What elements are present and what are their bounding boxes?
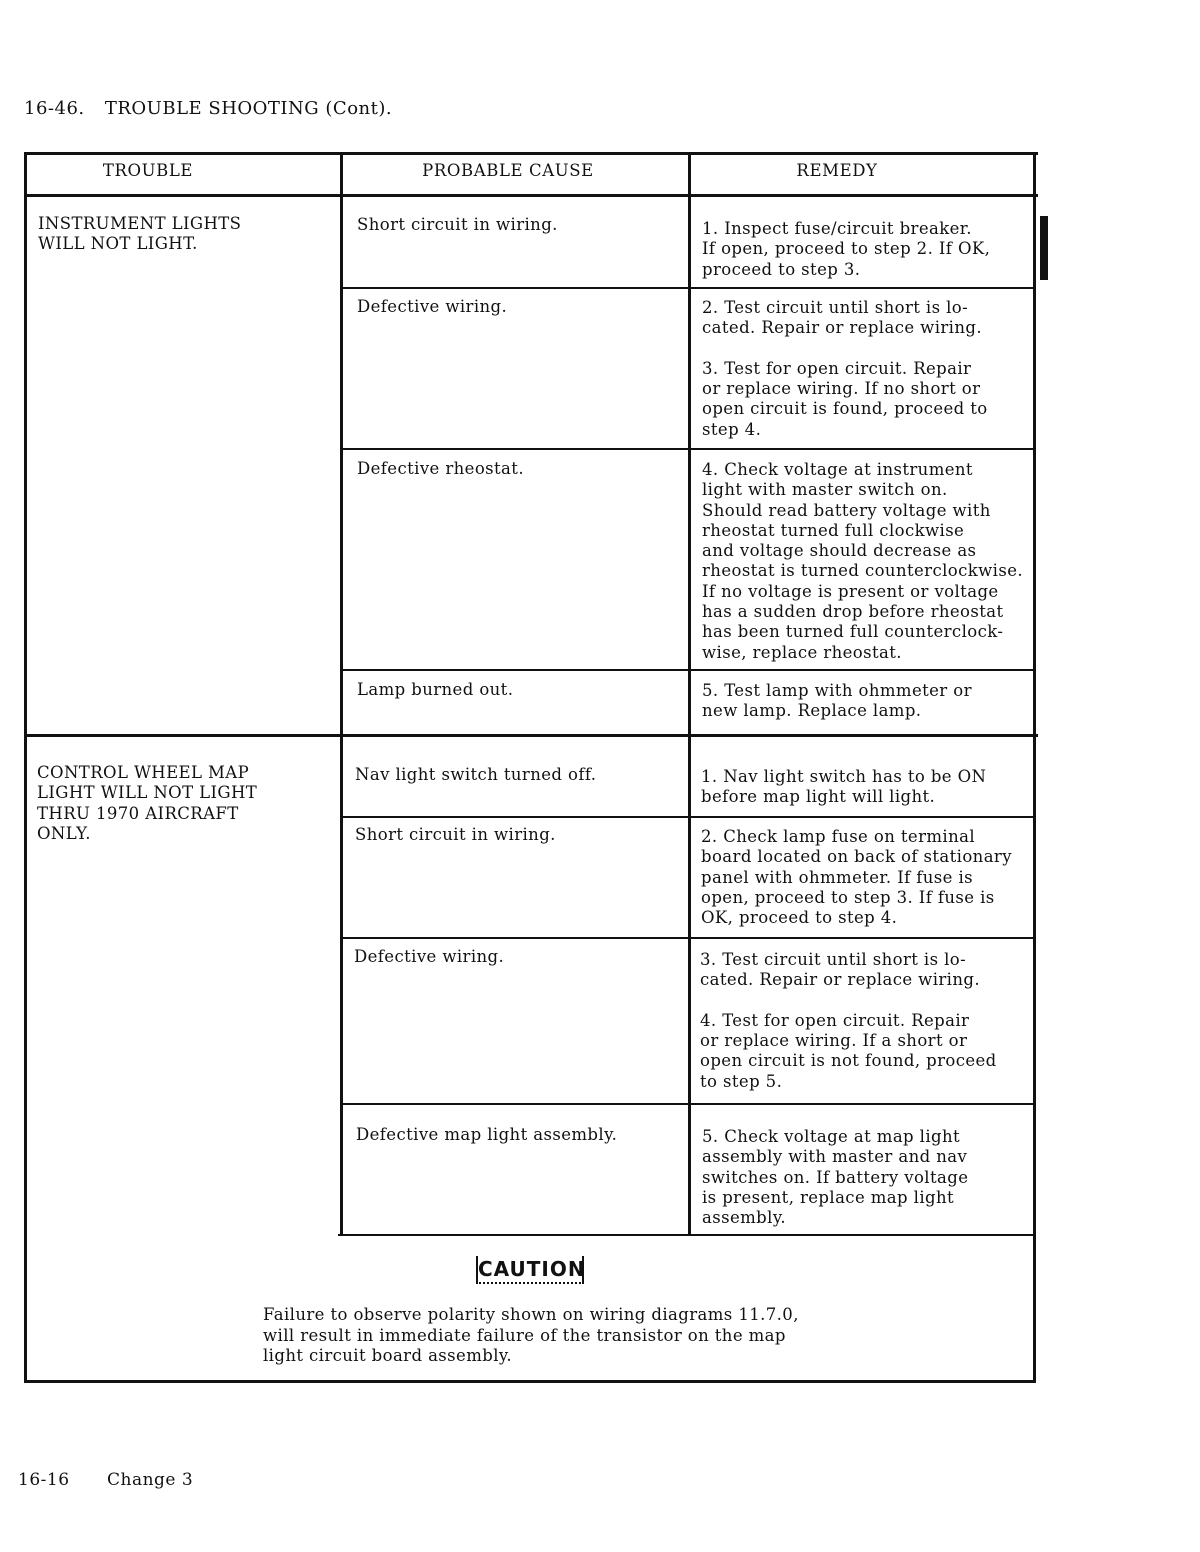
table-left-border — [24, 152, 27, 1382]
cause-cell: Nav light switch turned off. — [355, 765, 597, 784]
remedy-cell: 2. Test circuit until short is lo- cated. Repair or replace wiring. 3. Test for open circuit. Repair or replace wiring. If no short or open circuit is found, proceed to step 4. — [702, 298, 988, 439]
remedy-cell: 3. Test circuit until short is lo- cated. Repair or replace wiring. 4. Test for open circuit. Repair or replace wiring. If a short or open circuit is not found, proceed to step 5. — [700, 950, 997, 1091]
table-right-border — [1033, 152, 1036, 1382]
section-number: 16-46. — [24, 98, 85, 119]
header-trouble: TROUBLE — [102, 161, 194, 180]
caution-text: Failure to observe polarity shown on wiring diagrams 11.7.0, will result in immediate failure of the transistor on the map light circuit board assembly. — [263, 1305, 799, 1365]
change-number: Change 3 — [107, 1470, 194, 1490]
section-title: TROUBLE SHOOTING (Cont). — [104, 98, 393, 119]
row-divider — [340, 287, 1036, 289]
table-bottom-border — [24, 1380, 1036, 1383]
cause-cell: Defective wiring. — [354, 947, 505, 966]
remedy-cell: 1. Inspect fuse/circuit breaker. If open, proceed to step 2. If OK, proceed to step 3. — [702, 219, 991, 279]
remedy-column-divider — [688, 152, 691, 1236]
cause-column-divider — [340, 152, 343, 1236]
remedy-cell: 5. Check voltage at map light assembly with master and nav switches on. If battery voltage is present, replace map light assembly. — [702, 1127, 969, 1228]
cause-cell: Short circuit in wiring. — [355, 825, 556, 844]
row-divider — [340, 448, 1036, 450]
cause-cell: Defective rheostat. — [357, 459, 524, 478]
row-divider — [340, 1103, 1036, 1105]
cause-cell: Defective map light assembly. — [356, 1125, 618, 1144]
caution-label: CAUTION — [476, 1256, 584, 1284]
trouble-instrument-lights: INSTRUMENT LIGHTS WILL NOT LIGHT. — [38, 214, 242, 254]
remedy-cell: 2. Check lamp fuse on terminal board located on back of stationary panel with ohmmeter. If fuse is open, proceed to step 3. If fuse is OK, proceed to step 4. — [701, 827, 1012, 928]
remedy-cell: 4. Check voltage at instrument light with master switch on. Should read battery voltage with rheostat turned full clockwise and voltage should decrease as rheostat is turned counterclockwise. If no voltage is present or voltage has a sudden drop before rheostat has been turned full counterclock- wise, replace rheostat. — [702, 460, 1024, 662]
trouble-map-light: CONTROL WHEEL MAP LIGHT WILL NOT LIGHT THRU 1970 AIRCRAFT ONLY. — [37, 763, 258, 843]
cause-cell: Lamp burned out. — [357, 680, 514, 699]
cause-cell: Defective wiring. — [357, 297, 508, 316]
remedy-cell: 5. Test lamp with ohmmeter or new lamp. Replace lamp. — [702, 681, 972, 721]
cause-cell: Short circuit in wiring. — [357, 215, 558, 234]
header-remedy: REMEDY — [796, 161, 878, 180]
remedy-cell: 1. Nav light switch has to be ON before map light will light. — [701, 767, 987, 807]
header-bottom-border — [24, 194, 1038, 197]
row-divider — [338, 1234, 1036, 1236]
header-probable-cause: PROBABLE CAUSE — [422, 161, 594, 180]
row-divider — [340, 669, 1036, 671]
change-bar — [1040, 216, 1048, 280]
table-top-border — [24, 152, 1038, 155]
row-divider — [340, 816, 1036, 818]
section-heading — [24, 98, 406, 119]
group-divider — [24, 734, 1038, 737]
page-number: 16-16 — [18, 1470, 70, 1490]
row-divider — [340, 937, 1036, 939]
